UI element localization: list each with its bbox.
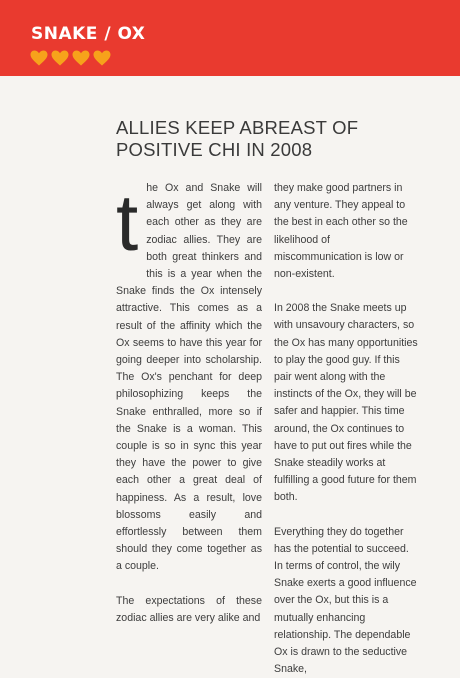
heart-icon: [30, 50, 48, 66]
heart-icon: [72, 50, 90, 66]
article-headline: [116, 117, 436, 161]
headline-line-1: ALLIES KEEP ABREAST OF: [116, 117, 359, 138]
heart-icon: [93, 50, 111, 66]
article-paragraph: In 2008 the Snake meets up with unsavoury characters, so the Ox has many opportunities to play the good guy. If this pair went along with the instincts of the Ox, they will be safer and happier. This time around, the Ox continues to have to put out fires while the Snake steadily works at fulfilling a good future for them both.: [274, 302, 418, 504]
heart-rating: [30, 50, 111, 66]
section-title: SNAKE / OX: [31, 24, 146, 44]
article-paragraph: they make good partners in any venture. They appeal to the best in each other so the likelihood of miscommunication is low or non-existent.: [274, 182, 408, 281]
headline-line-2: POSITIVE CHI IN 2008: [116, 139, 313, 160]
article-column-left: [116, 180, 262, 627]
section-header: [0, 0, 460, 76]
drop-cap: t: [116, 178, 139, 267]
article-paragraph: The expectations of these zodiac allies are very alike and: [116, 594, 262, 624]
heart-icon: [51, 50, 69, 66]
article-column-right: [274, 180, 420, 678]
article-paragraph: Everything they do together has the potential to succeed. In terms of control, the wily Snake exerts a good influence over the Ox, but this is a mutually enhancing relationship. The dependable Ox is drawn to the seductive Snake,: [274, 525, 417, 676]
paragraph-text: he Ox and Snake will always get along with each other as they are zodiac allies. They are both great thinkers and this is a year when the Snake finds the Ox intensely attractive. This comes as a result of the affinity which the Ox seems to have this year for going deeper into scholarship. The Ox's penchant for deep philosophizing keeps the Snake enthralled, more so if the Snake is a woman. This couple is so in sync this year they have the power to give each other a great deal of happiness. As a result, love blossoms easily and effortlessly between them should they come together as a couple.: [116, 182, 262, 573]
article-paragraph: [116, 180, 262, 576]
